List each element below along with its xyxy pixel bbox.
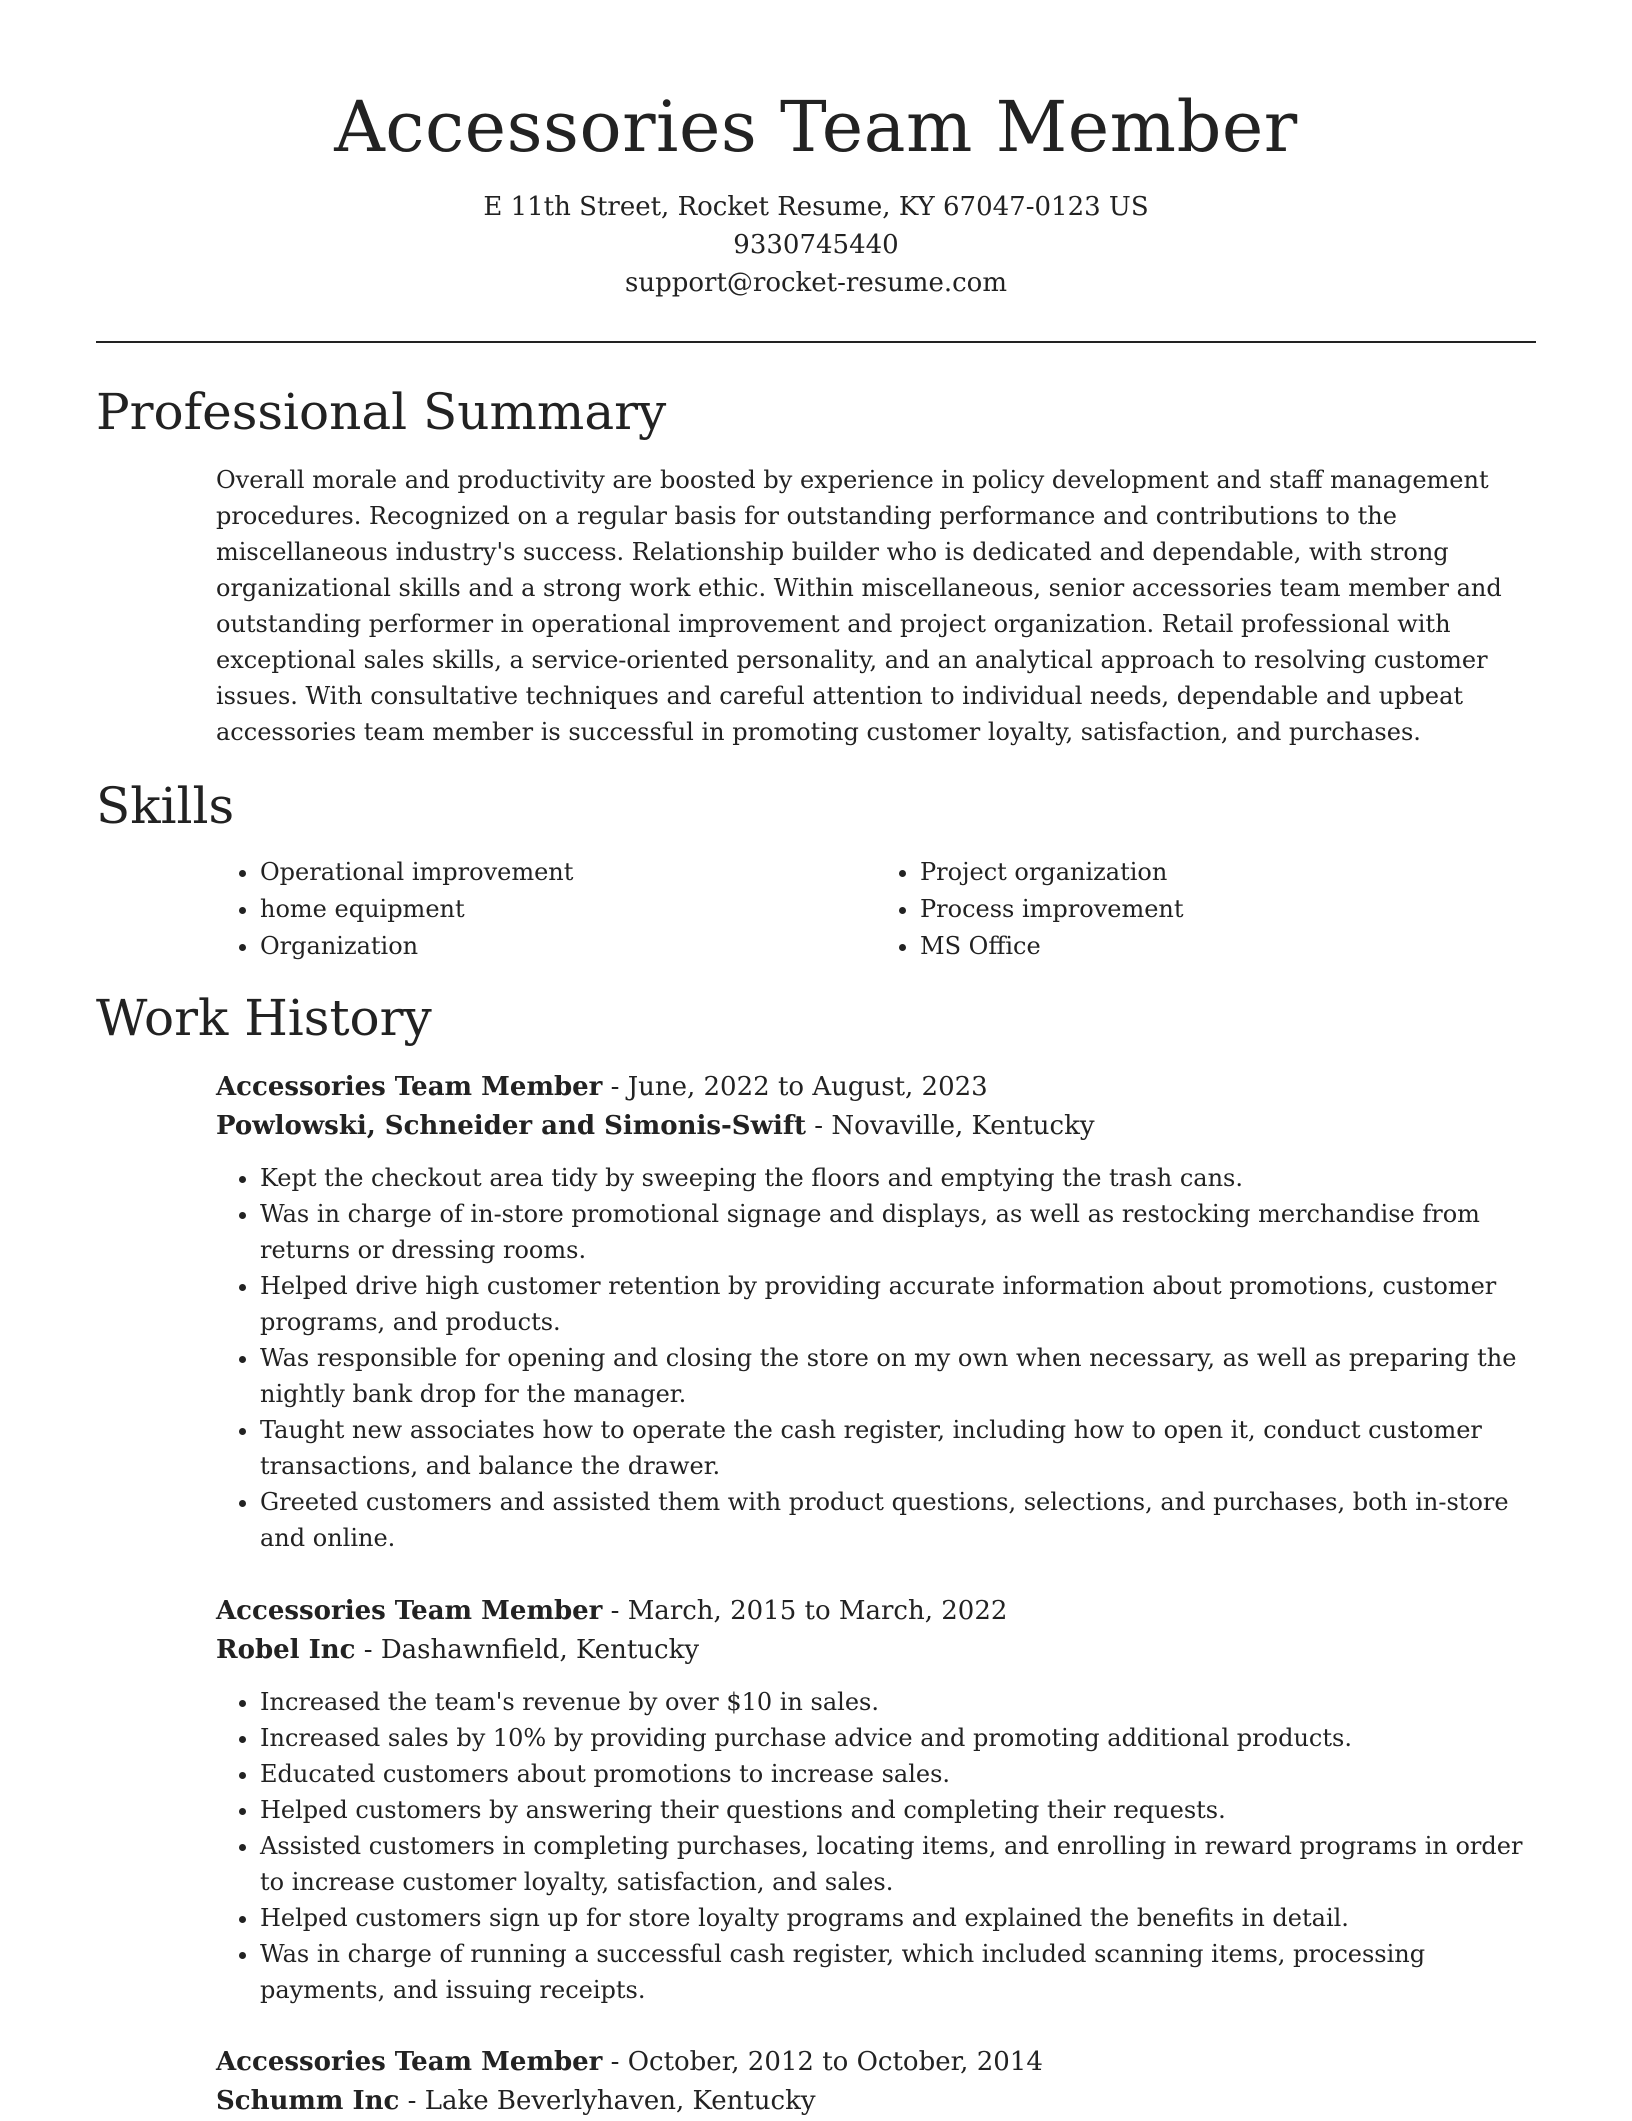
job-company: Robel Inc (216, 1635, 356, 1665)
duty-item: • Helped customers by answering their questions and completing their requests. (260, 1792, 1536, 1828)
job-role: Accessories Team Member (216, 1072, 603, 1102)
duty-item: • Helped drive high customer retention by providing accurate information about promotions, customer programs, and products. (260, 1268, 1536, 1340)
job-dates: - October, 2012 to October, 2014 (602, 2047, 1043, 2077)
duty-item: • Was in charge of in-store promotional signage and displays, as well as restocking merchandise from returns or dressing rooms. (260, 1196, 1536, 1268)
job-dates: - March, 2015 to March, 2022 (602, 1596, 1008, 1626)
job-title-line (216, 1592, 1536, 1631)
skills-heading: Skills (96, 777, 235, 835)
skill-item: • Project organization (920, 854, 1536, 891)
skill-item: • MS Office (920, 928, 1536, 965)
summary-text: Overall morale and productivity are boosted by experience in policy development and staff management procedures. Recognized on a regular basis for outstanding performance and contributions to the miscellaneous industry's success. Relationship builder who is dedicated and dependable, with strong organizational skills and a strong work ethic. Within miscellaneous, senior accessories team member and outstanding performer in operational improvement and project organization. Retail professional with exceptional sales skills, a service-oriented personality, and an analytical approach to resolving customer issues. With consultative techniques and careful attention to individual needs, dependable and upbeat accessories team member is successful in promoting customer loyalty, satisfaction, and purchases. (216, 466, 1502, 746)
job-company: Powlowski, Schneider and Simonis-Swift (216, 1111, 807, 1141)
job-entry (216, 2043, 1536, 2121)
candidate-name: Accessories Team Member (334, 86, 1298, 168)
job-company: Schumm Inc (216, 2086, 400, 2116)
duty-item: • Kept the checkout area tidy by sweeping the floors and emptying the trash cans. (260, 1160, 1536, 1196)
duty-item: • Taught new associates how to operate the cash register, including how to open it, conduct customer transactions, and balance the drawer. (260, 1412, 1536, 1484)
job-location: - Lake Beverlyhaven, Kentucky (399, 2086, 816, 2116)
duty-item: • Assisted customers in completing purchases, locating items, and enrolling in reward programs in order to increase customer loyalty, satisfaction, and sales. (260, 1828, 1536, 1900)
address: E 11th Street, Rocket Resume, KY 67047-0123 US (483, 192, 1149, 222)
duty-item: • Helped customers sign up for store loyalty programs and explained the benefits in detail. (260, 1900, 1536, 1936)
job-entry (216, 1592, 1536, 2008)
contact-info (0, 188, 1632, 302)
work-history-heading: Work History (96, 989, 432, 1047)
email: support@rocket-resume.com (624, 268, 1007, 298)
header-divider (96, 341, 1536, 343)
job-company-line (216, 2082, 1536, 2121)
job-duties (216, 1160, 1536, 1556)
job-title-line (216, 2043, 1536, 2082)
resume-header (0, 0, 1632, 302)
duty-item: • Was responsible for opening and closing the store on my own when necessary, as well as preparing the nightly bank drop for the manager. (260, 1340, 1536, 1412)
phone: 9330745440 (733, 230, 899, 260)
skills-list-left (216, 854, 876, 965)
job-dates: - June, 2022 to August, 2023 (602, 1072, 988, 1102)
skill-item: • Organization (260, 928, 876, 965)
summary-section (216, 462, 1536, 750)
job-location: - Novaville, Kentucky (806, 1111, 1095, 1141)
skills-section (216, 854, 1536, 965)
duty-item: • Increased the team's revenue by over $10 in sales. (260, 1684, 1536, 1720)
job-company-line (216, 1107, 1536, 1146)
job-company-line (216, 1631, 1536, 1670)
duty-item: • Increased sales by 10% by providing purchase advice and promoting additional products. (260, 1720, 1536, 1756)
job-title-line (216, 1068, 1536, 1107)
job-entry (216, 1068, 1536, 1556)
summary-heading: Professional Summary (96, 383, 667, 441)
duty-item: • Educated customers about promotions to increase sales. (260, 1756, 1536, 1792)
skill-item: • home equipment (260, 891, 876, 928)
skill-item: • Operational improvement (260, 854, 876, 891)
job-duties (216, 1684, 1536, 2008)
duty-item: • Was in charge of running a successful cash register, which included scanning items, processing payments, and issuing receipts. (260, 1936, 1536, 2008)
job-role: Accessories Team Member (216, 1596, 603, 1626)
job-location: - Dashawnfield, Kentucky (355, 1635, 700, 1665)
job-role: Accessories Team Member (216, 2047, 603, 2077)
skill-item: • Process improvement (920, 891, 1536, 928)
duty-item: • Greeted customers and assisted them with product questions, selections, and purchases, both in-store and online. (260, 1484, 1536, 1556)
skills-list-right (876, 854, 1536, 965)
